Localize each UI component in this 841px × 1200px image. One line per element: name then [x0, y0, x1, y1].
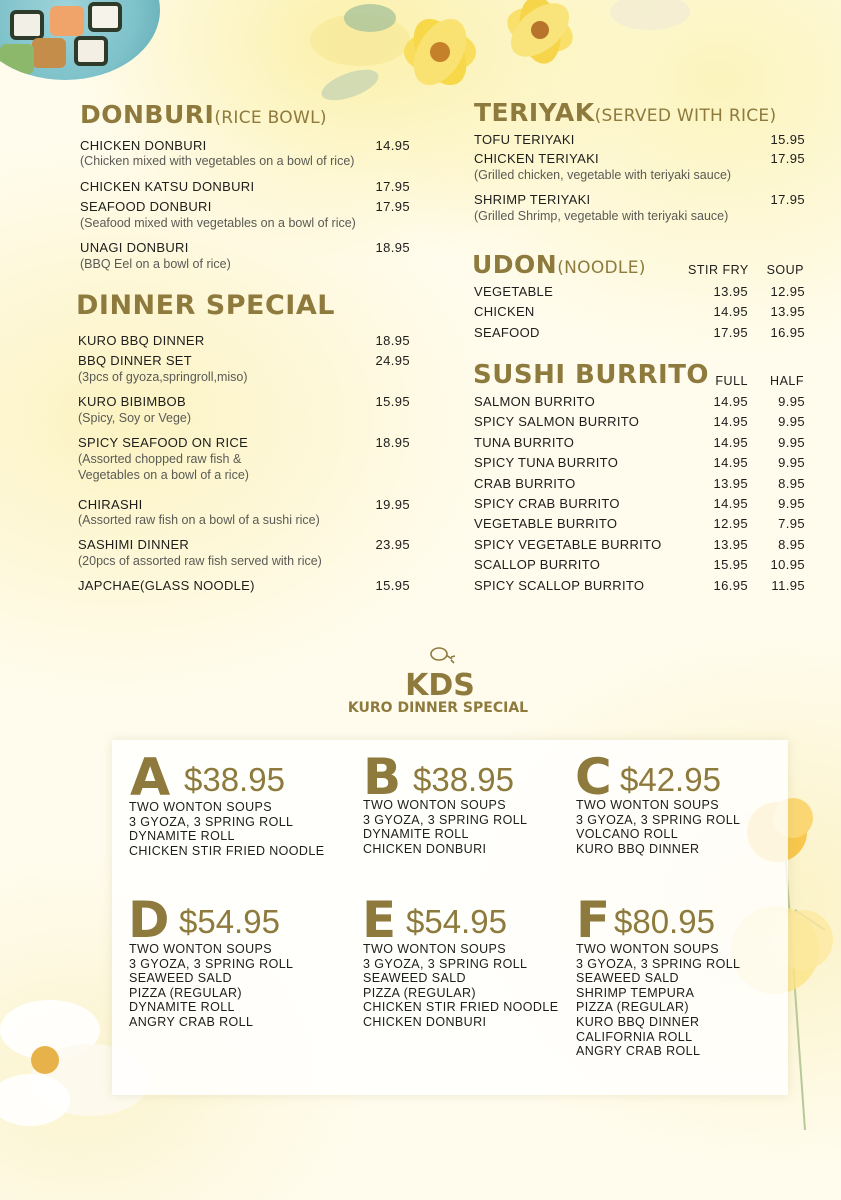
menu-item-price: 13.95 — [713, 475, 748, 491]
menu-item-price: 15.95 — [713, 557, 748, 573]
menu-item-description: (20pcs of assorted raw fish served with rice) — [78, 554, 322, 568]
kds-set-price: $54.95 — [179, 903, 280, 940]
menu-item-price: 16.95 — [770, 325, 805, 340]
kds-set-item: 3 GYOZA, 3 SPRING ROLL — [576, 812, 741, 827]
menu-item-price: 18.95 — [375, 240, 410, 255]
menu-item-price: 12.95 — [770, 284, 805, 299]
menu-item-price: 19.95 — [375, 497, 410, 512]
menu-item-price: 14.95 — [713, 434, 748, 450]
kds-set-item: KURO BBQ DINNER — [576, 1014, 700, 1029]
kds-set-item: TWO WONTON SOUPS — [363, 798, 506, 812]
menu-item-price: 18.95 — [375, 333, 410, 348]
menu-item-price: 17.95 — [375, 179, 410, 194]
menu-item-description: (Grilled chicken, vegetable with teriyaki sauce) — [474, 168, 732, 182]
sushi-tempura-icon — [32, 38, 66, 68]
menu-item-price: 10.95 — [770, 557, 805, 573]
menu-item-name: KURO BBQ DINNER — [78, 333, 205, 348]
menu-item-price: 18.95 — [375, 435, 410, 450]
menu-item-price: 15.95 — [770, 132, 805, 147]
kds-set-item: CHICKEN DONBURI — [363, 841, 487, 856]
menu-item-price: 14.95 — [713, 304, 748, 319]
kds-set-item: 3 GYOZA, 3 SPRING ROLL — [363, 956, 528, 971]
kds-set-letter: B — [363, 748, 402, 806]
menu-item-name: SASHIMI DINNER — [78, 537, 190, 552]
menu-item-name: CRAB BURRITO — [474, 475, 576, 491]
menu-item-name: SPICY SEAFOOD ON RICE — [78, 435, 249, 450]
kds-set-price: $38.95 — [184, 761, 285, 798]
kds-set-items — [129, 942, 293, 1030]
menu-item-name: JAPCHAE(GLASS NOODLE) — [78, 578, 255, 593]
menu-item-price: 17.95 — [770, 192, 805, 207]
kds-set-item: SHRIMP TEMPURA — [576, 985, 695, 1000]
kds-set-letter: E — [362, 891, 397, 949]
burrito-half-column-header: HALF — [770, 374, 804, 388]
kds-set-item: PIZZA (REGULAR) — [129, 985, 242, 1000]
menu-item-name: SPICY SCALLOP BURRITO — [474, 577, 645, 593]
udon-soup-column-header: SOUP — [766, 263, 804, 277]
kds-set-items — [363, 798, 527, 856]
menu-item-name: UNAGI DONBURI — [80, 240, 189, 255]
menu-item-price: 14.95 — [713, 455, 748, 471]
kds-set-price: $54.95 — [406, 903, 507, 940]
menu-item-description: (Spicy, Soy or Vege) — [78, 411, 192, 425]
kds-set-item: CALIFORNIA ROLL — [576, 1029, 693, 1044]
kds-set-item: DYNAMITE ROLL — [129, 1000, 235, 1015]
kds-set-item: CHICKEN DONBURI — [363, 1014, 487, 1029]
kds-set-item: ANGRY CRAB ROLL — [129, 1014, 254, 1029]
menu-item-name: CHICKEN KATSU DONBURI — [80, 179, 255, 194]
menu-item-name: SCALLOP BURRITO — [474, 557, 601, 573]
menu-item-name: SPICY SALMON BURRITO — [474, 414, 640, 430]
menu-item-name: SEAFOOD — [474, 325, 540, 340]
kds-set-item: 3 GYOZA, 3 SPRING ROLL — [576, 956, 741, 971]
sushi-roll-icon — [74, 36, 108, 66]
menu-item-price: 14.95 — [713, 394, 748, 409]
sushi-roll-icon — [88, 2, 122, 32]
burrito-full-column-header: FULL — [715, 374, 748, 388]
sushi-green-roll-icon — [0, 44, 34, 74]
sushi-plate-image — [0, 0, 160, 80]
kds-set-item: 3 GYOZA, 3 SPRING ROLL — [129, 814, 294, 829]
menu-item-description: (Grilled Shrimp, vegetable with teriyaki sauce) — [474, 209, 729, 223]
menu-item-name: SPICY TUNA BURRITO — [474, 455, 619, 471]
kds-set-item: DYNAMITE ROLL — [363, 827, 469, 842]
sushi-burrito-section-title: SUSHI BURRITO — [473, 360, 710, 390]
udon-section-title: UDON(NOODLE) — [472, 250, 646, 279]
menu-item-price: 24.95 — [375, 353, 410, 368]
menu-item-description: (Seafood mixed with vegetables on a bowl of rice) — [80, 216, 356, 230]
kds-set-item: PIZZA (REGULAR) — [363, 985, 476, 1000]
menu-item-name: KURO BIBIMBOB — [78, 394, 186, 409]
kds-set-price: $80.95 — [614, 903, 715, 940]
menu-item-price: 13.95 — [770, 304, 805, 319]
kds-set-letter: F — [576, 891, 611, 949]
menu-item-description: (3pcs of gyoza,springroll,miso) — [78, 370, 248, 384]
menu-item-price: 17.95 — [770, 151, 805, 166]
menu-item-description: Vegetables on a bowl of a rice) — [78, 468, 249, 482]
menu-item-price: 14.95 — [713, 496, 748, 511]
menu-item-price: 13.95 — [713, 284, 748, 299]
menu-item-price: 7.95 — [778, 516, 805, 532]
kds-set-item: CHICKEN STIR FRIED NOODLE — [129, 843, 325, 858]
kds-set-item: TWO WONTON SOUPS — [129, 942, 272, 956]
kds-set-item: ANGRY CRAB ROLL — [576, 1044, 701, 1059]
menu-item-description: (BBQ Eel on a bowl of rice) — [80, 257, 231, 271]
menu-item-name: CHICKEN DONBURI — [80, 138, 207, 153]
kds-set-letter: A — [130, 748, 171, 808]
menu-item-description: (Assorted chopped raw fish & — [78, 452, 242, 466]
menu-item-description: (Assorted raw fish on a bowl of a sushi rice) — [78, 513, 320, 527]
kds-set-letter: D — [128, 891, 170, 949]
kds-set-item: VOLCANO ROLL — [576, 827, 679, 842]
menu-item-price: 8.95 — [778, 536, 805, 552]
kds-set-items — [363, 942, 558, 1030]
kds-set-item: TWO WONTON SOUPS — [363, 942, 506, 956]
donburi-section-title: DONBURI(RICE BOWL) — [80, 100, 327, 129]
menu-item-name: SALMON BURRITO — [474, 394, 595, 409]
menu-item-price: 13.95 — [713, 536, 748, 552]
menu-item-name: BBQ DINNER SET — [78, 353, 192, 368]
sushi-roll-icon — [10, 10, 44, 40]
menu-item-price: 15.95 — [375, 394, 410, 409]
kds-set-item: 3 GYOZA, 3 SPRING ROLL — [363, 812, 528, 827]
kds-set-letter: C — [575, 748, 612, 806]
menu-item-name: SPICY VEGETABLE BURRITO — [474, 536, 662, 552]
kds-set-item: TWO WONTON SOUPS — [576, 798, 719, 812]
kds-set-items — [129, 800, 324, 858]
kds-set-item: DYNAMITE ROLL — [129, 829, 235, 844]
kds-set-price: $42.95 — [620, 761, 721, 798]
kds-set-item: TWO WONTON SOUPS — [576, 942, 719, 956]
kds-subtitle: KURO DINNER SPECIAL — [347, 700, 529, 716]
menu-item-name: TUNA BURRITO — [474, 434, 575, 450]
menu-item-name: VEGETABLE BURRITO — [474, 516, 618, 532]
teriyaki-section-title: TERIYAK(SERVED WITH RICE) — [474, 98, 777, 127]
menu-item-price: 15.95 — [375, 578, 410, 593]
menu-item-name: CHIRASHI — [78, 497, 143, 512]
sushi-nigiri-icon — [50, 6, 84, 36]
kds-set-items — [576, 942, 740, 1059]
kds-set-items — [576, 798, 740, 856]
menu-item-price: 12.95 — [713, 516, 748, 532]
menu-item-name: VEGETABLE — [474, 284, 554, 299]
menu-item-price: 23.95 — [375, 537, 410, 552]
menu-item-name: SEAFOOD DONBURI — [80, 199, 212, 214]
menu-item-description: (Chicken mixed with vegetables on a bowl of rice) — [80, 154, 355, 168]
menu-item-price: 14.95 — [375, 138, 410, 153]
menu-item-name: CHICKEN — [474, 304, 535, 319]
kds-set-price: $38.95 — [413, 761, 514, 798]
chicken-leg-icon — [428, 645, 458, 665]
kds-set-item: SEAWEED SALD — [576, 971, 679, 986]
dinner-special-section-title: DINNER SPECIAL — [76, 290, 335, 321]
menu-item-price: 9.95 — [778, 434, 805, 450]
kds-set-item: TWO WONTON SOUPS — [129, 800, 272, 814]
menu-item-name: SHRIMP TERIYAKI — [474, 192, 591, 207]
menu-item-name: TOFU TERIYAKI — [474, 132, 575, 147]
menu-item-price: 9.95 — [778, 414, 805, 430]
kds-set-item: CHICKEN STIR FRIED NOODLE — [363, 1000, 559, 1015]
kds-title: KDS — [405, 668, 475, 703]
menu-item-price: 16.95 — [713, 577, 748, 593]
kds-set-item: 3 GYOZA, 3 SPRING ROLL — [129, 956, 294, 971]
menu-item-price: 9.95 — [778, 455, 805, 471]
menu-item-name: CHICKEN TERIYAKI — [474, 151, 599, 166]
kds-set-item: KURO BBQ DINNER — [576, 841, 700, 856]
menu-item-price: 9.95 — [778, 394, 805, 409]
menu-item-price: 11.95 — [771, 577, 805, 593]
kds-set-item: SEAWEED SALD — [363, 971, 466, 986]
menu-item-price: 8.95 — [778, 475, 805, 491]
udon-stir-fry-column-header: STIR FRY — [688, 263, 749, 277]
menu-item-price: 14.95 — [713, 414, 748, 430]
kds-set-item: PIZZA (REGULAR) — [576, 1000, 689, 1015]
menu-item-price: 17.95 — [713, 325, 748, 340]
kds-set-item: SEAWEED SALD — [129, 971, 232, 986]
menu-item-name: SPICY CRAB BURRITO — [474, 496, 620, 511]
menu-item-price: 17.95 — [375, 199, 410, 214]
menu-item-price: 9.95 — [778, 496, 805, 511]
